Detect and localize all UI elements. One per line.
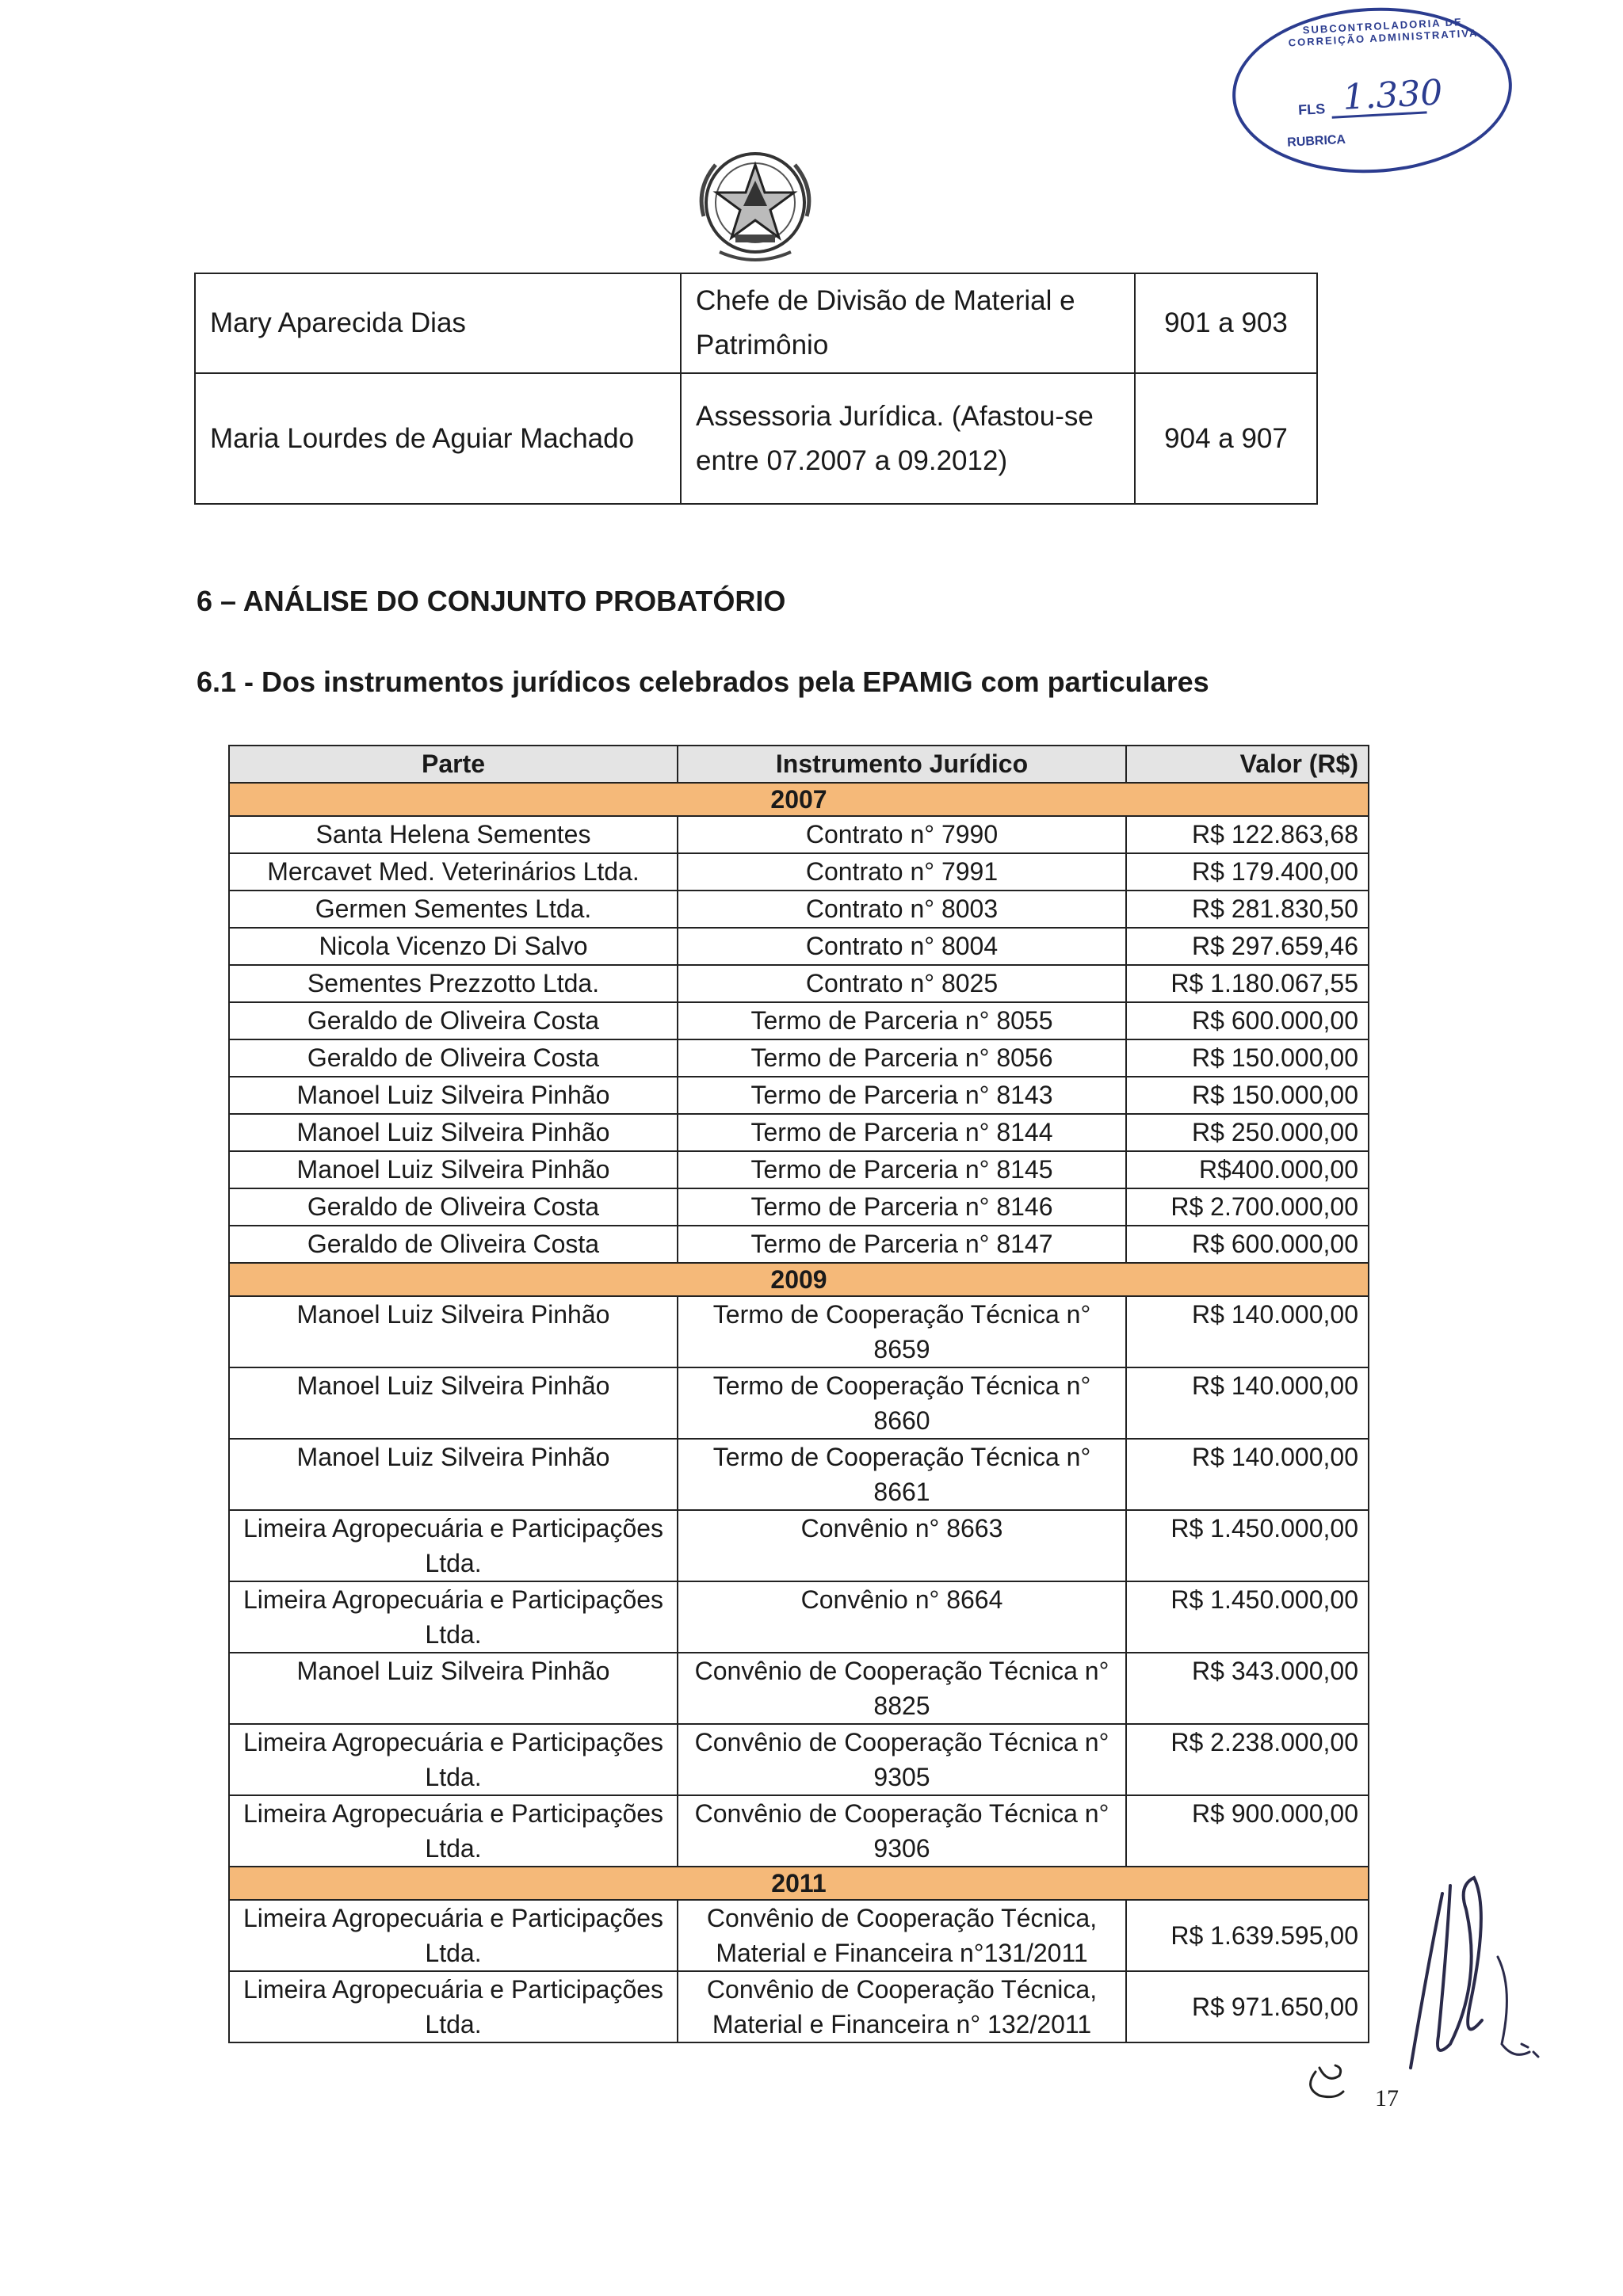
party-cell: Manoel Luiz Silveira Pinhão [229,1296,678,1367]
instrument-cell: Termo de Parceria n° 8145 [678,1151,1126,1188]
year-label: 2007 [229,783,1369,816]
table-header-row [229,746,1369,783]
person-role: Assessoria Jurídica. (Afastou-se entre 07.2007 a 09.2012) [681,373,1135,504]
instrument-cell: Convênio de Cooperação Técnica n° 8825 [678,1653,1126,1724]
value-cell: R$ 1.639.595,00 [1126,1900,1369,1971]
year-row [229,783,1369,816]
stamp-fls-label: FLS [1297,101,1326,118]
value-cell: R$ 297.659,46 [1126,928,1369,965]
party-cell: Manoel Luiz Silveira Pinhão [229,1439,678,1510]
signature-icon [1395,1862,1553,2100]
value-cell: R$ 140.000,00 [1126,1439,1369,1510]
table-row [229,1151,1369,1188]
instrument-cell: Convênio de Cooperação Técnica n° 9306 [678,1795,1126,1867]
instrument-cell: Termo de Parceria n° 8056 [678,1039,1126,1077]
table-row [229,1114,1369,1151]
table-row [229,928,1369,965]
value-cell: R$400.000,00 [1126,1151,1369,1188]
stamp-rubrica-label: RUBRICA [1286,132,1346,150]
people-table [194,273,1318,505]
person-name: Mary Aparecida Dias [195,273,681,373]
party-cell: Geraldo de Oliveira Costa [229,1002,678,1039]
subsection-heading: 6.1 - Dos instrumentos jurídicos celebrados pela EPAMIG com particulares [197,666,1209,698]
value-cell: R$ 900.000,00 [1126,1795,1369,1867]
table-row [229,1971,1369,2042]
page-number: 17 [1375,2085,1399,2111]
header-party: Parte [229,746,678,783]
value-cell: R$ 2.238.000,00 [1126,1724,1369,1795]
party-cell: Geraldo de Oliveira Costa [229,1226,678,1263]
table-row [229,891,1369,928]
initials-mark-icon [1300,2056,1363,2103]
instrument-cell: Termo de Cooperação Técnica n° 8661 [678,1439,1126,1510]
instrument-cell: Termo de Parceria n° 8144 [678,1114,1126,1151]
party-cell: Limeira Agropecuária e Participações Ltda. [229,1900,678,1971]
party-cell: Manoel Luiz Silveira Pinhão [229,1077,678,1114]
party-cell: Geraldo de Oliveira Costa [229,1188,678,1226]
table-row [195,373,1317,504]
header-instrument: Instrumento Jurídico [678,746,1126,783]
party-cell: Limeira Agropecuária e Participações Ltda. [229,1581,678,1653]
instrument-cell: Termo de Parceria n° 8055 [678,1002,1126,1039]
value-cell: R$ 971.650,00 [1126,1971,1369,2042]
table-row [229,1724,1369,1795]
party-cell: Germen Sementes Ltda. [229,891,678,928]
instrument-cell: Contrato n° 8004 [678,928,1126,965]
instrument-cell: Termo de Parceria n° 8143 [678,1077,1126,1114]
year-row [229,1263,1369,1296]
value-cell: R$ 140.000,00 [1126,1367,1369,1439]
party-cell: Limeira Agropecuária e Participações Ltda. [229,1510,678,1581]
instrument-cell: Convênio n° 8664 [678,1581,1126,1653]
party-cell: Nicola Vicenzo Di Salvo [229,928,678,965]
party-cell: Limeira Agropecuária e Participações Ltda. [229,1724,678,1795]
party-cell: Limeira Agropecuária e Participações Ltda. [229,1795,678,1867]
table-row [229,1367,1369,1439]
instrument-cell: Termo de Parceria n° 8146 [678,1188,1126,1226]
instrument-cell: Termo de Cooperação Técnica n° 8660 [678,1367,1126,1439]
value-cell: R$ 150.000,00 [1126,1039,1369,1077]
instrument-cell: Termo de Parceria n° 8147 [678,1226,1126,1263]
year-label: 2009 [229,1263,1369,1296]
instrument-cell: Contrato n° 7991 [678,853,1126,891]
table-row [229,1226,1369,1263]
year-row [229,1867,1369,1900]
party-cell: Sementes Prezzotto Ltda. [229,965,678,1002]
person-pages: 901 a 903 [1135,273,1317,373]
party-cell: Mercavet Med. Veterinários Ltda. [229,853,678,891]
table-row [229,816,1369,853]
fls-stamp [1228,1,1516,180]
table-row [229,1581,1369,1653]
value-cell: R$ 122.863,68 [1126,816,1369,853]
instrument-cell: Contrato n° 8025 [678,965,1126,1002]
value-cell: R$ 600.000,00 [1126,1226,1369,1263]
instrument-cell: Contrato n° 7990 [678,816,1126,853]
table-row [229,965,1369,1002]
table-row [229,1039,1369,1077]
party-cell: Manoel Luiz Silveira Pinhão [229,1653,678,1724]
value-cell: R$ 1.450.000,00 [1126,1581,1369,1653]
contracts-table [228,745,1369,2043]
stamp-fls-number: 1.330 [1342,72,1444,118]
table-row [229,1510,1369,1581]
party-cell: Geraldo de Oliveira Costa [229,1039,678,1077]
instrument-cell: Convênio de Cooperação Técnica, Material e Financeira n°131/2011 [678,1900,1126,1971]
value-cell: R$ 1.180.067,55 [1126,965,1369,1002]
value-cell: R$ 140.000,00 [1126,1296,1369,1367]
instrument-cell: Convênio de Cooperação Técnica, Material e Financeira n° 132/2011 [678,1971,1126,2042]
party-cell: Manoel Luiz Silveira Pinhão [229,1114,678,1151]
year-label: 2011 [229,1867,1369,1900]
party-cell: Limeira Agropecuária e Participações Ltda. [229,1971,678,2042]
table-row [229,1653,1369,1724]
section-heading: 6 – ANÁLISE DO CONJUNTO PROBATÓRIO [197,585,786,617]
value-cell: R$ 250.000,00 [1126,1114,1369,1151]
table-row [195,273,1317,373]
table-row [229,1296,1369,1367]
value-cell: R$ 1.450.000,00 [1126,1510,1369,1581]
value-cell: R$ 343.000,00 [1126,1653,1369,1724]
coat-of-arms-icon [688,141,823,272]
value-cell: R$ 150.000,00 [1126,1077,1369,1114]
table-row [229,1795,1369,1867]
value-cell: R$ 281.830,50 [1126,891,1369,928]
table-row [229,853,1369,891]
value-cell: R$ 600.000,00 [1126,1002,1369,1039]
person-name: Maria Lourdes de Aguiar Machado [195,373,681,504]
table-row [229,1900,1369,1971]
instrument-cell: Contrato n° 8003 [678,891,1126,928]
value-cell: R$ 179.400,00 [1126,853,1369,891]
person-role: Chefe de Divisão de Material e Patrimônio [681,273,1135,373]
table-row [229,1077,1369,1114]
stamp-arc-text: SUBCONTROLADORIA DE CORREIÇÃO ADMINISTRATIVA [1288,15,1479,49]
instrument-cell: Convênio de Cooperação Técnica n° 9305 [678,1724,1126,1795]
table-row [229,1439,1369,1510]
value-cell: R$ 2.700.000,00 [1126,1188,1369,1226]
party-cell: Santa Helena Sementes [229,816,678,853]
instrument-cell: Termo de Cooperação Técnica n° 8659 [678,1296,1126,1367]
party-cell: Manoel Luiz Silveira Pinhão [229,1367,678,1439]
party-cell: Manoel Luiz Silveira Pinhão [229,1151,678,1188]
instrument-cell: Convênio n° 8663 [678,1510,1126,1581]
header-value: Valor (R$) [1126,746,1369,783]
table-row [229,1188,1369,1226]
table-row [229,1002,1369,1039]
person-pages: 904 a 907 [1135,373,1317,504]
